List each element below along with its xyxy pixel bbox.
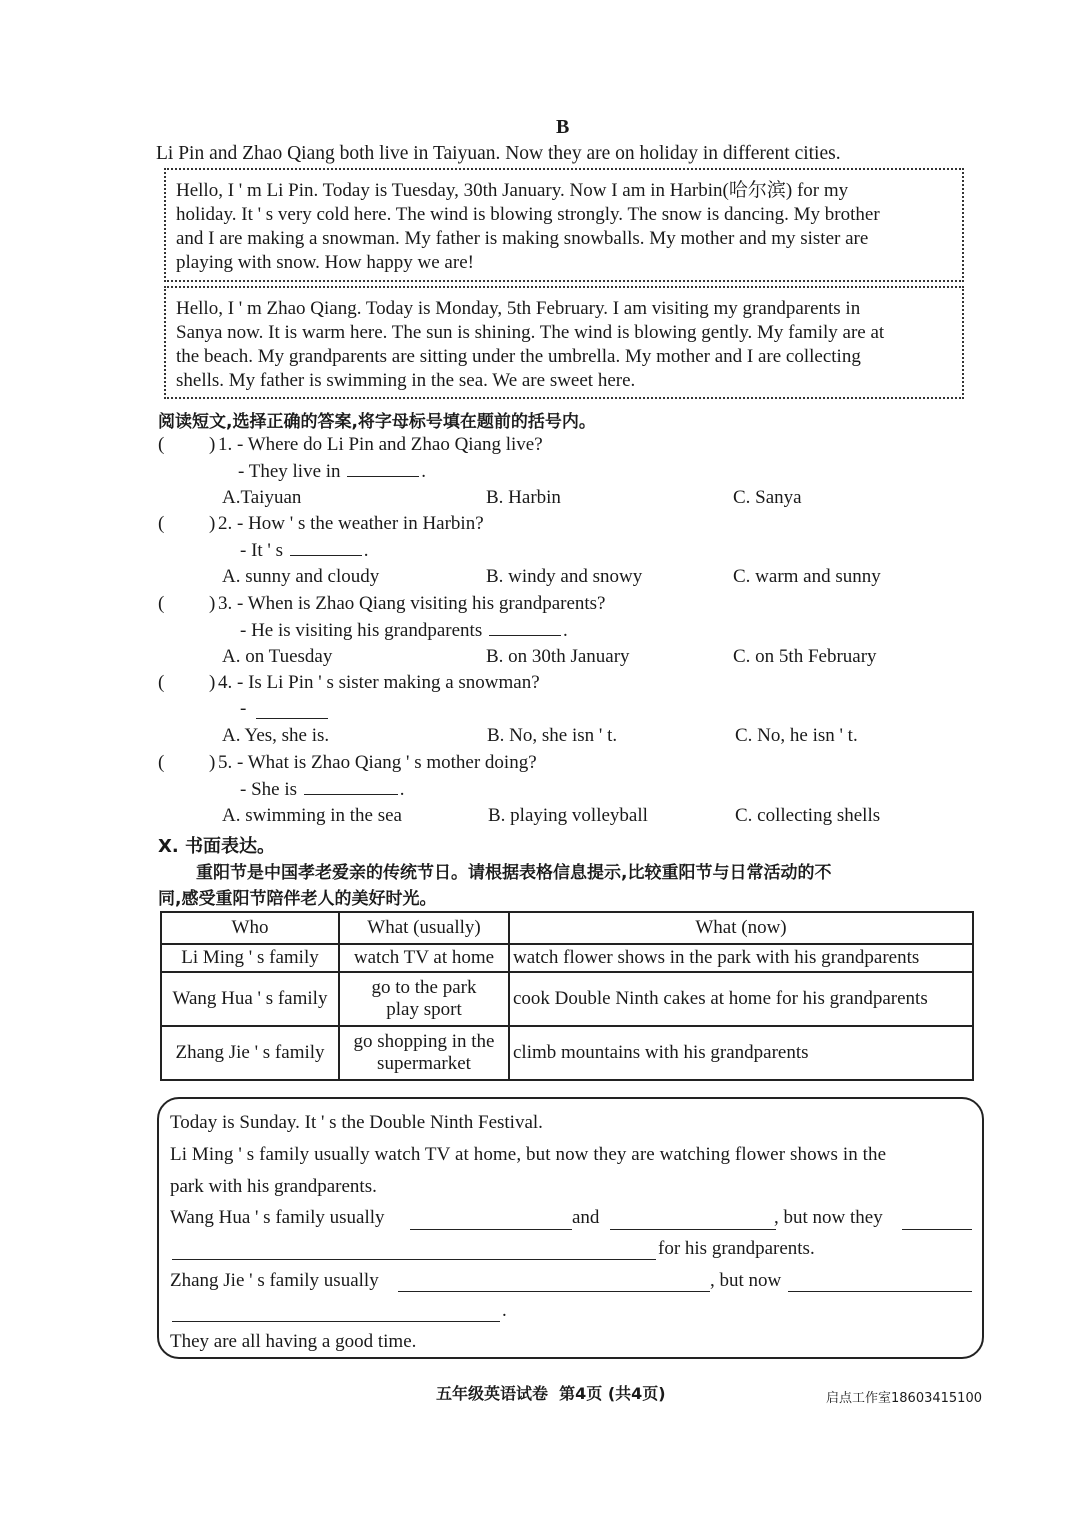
q1-text: 1. - Where do Li Pin and Zhao Qiang live? [218, 434, 543, 455]
q3-close-paren: ) [209, 593, 216, 614]
q5-option-c: C. collecting shells [735, 805, 881, 826]
q4-option-a: A. Yes, she is. [222, 725, 330, 746]
q1-close-paren: ) [209, 434, 216, 455]
passage-line: and I are making a snowman. My father is making snowballs. My mother and my sister are [176, 228, 869, 249]
q1-option-c: C. Sanya [733, 487, 802, 508]
zhang-jie-prefix: Zhang Jie ' s family usually [170, 1270, 379, 1291]
passage-line: the beach. My grandparents are sitting under the umbrella. My mother and I are collecting [176, 346, 861, 367]
q2-option-a: A. sunny and cloudy [222, 566, 380, 587]
table-cell-now: cook Double Ninth cakes at home for his grandparents [509, 972, 973, 1026]
q3-answer-suffix: . [562, 620, 568, 641]
q4-open-paren: ( [158, 672, 165, 693]
q3-answer-prefix: - He is visiting his grandparents [240, 620, 483, 641]
table-cell-now: climb mountains with his grandparents [509, 1026, 973, 1080]
passage-line: Hello, I ' m Li Pin. Today is Tuesday, 30th January. Now I am in Harbin(哈尔滨) for my [176, 180, 849, 201]
passage-line: shells. My father is swimming in the sea. We are sweet here. [176, 370, 636, 391]
wang-hua-and: and [572, 1207, 600, 1228]
wang-hua-blank-4[interactable] [172, 1258, 656, 1260]
wang-hua-blank-1[interactable] [410, 1228, 572, 1230]
table-cell-now: watch flower shows in the park with his grandparents [509, 944, 973, 972]
passage-line: holiday. It ' s very cold here. The wind is blowing strongly. The snow is dancing. My brother [176, 204, 880, 225]
q3-text: 3. - When is Zhao Qiang visiting his grandparents? [218, 593, 606, 614]
section-b-heading: B [556, 116, 570, 138]
festival-table [160, 911, 974, 1081]
q2-answer-line [240, 540, 369, 562]
q5-close-paren: ) [209, 752, 216, 773]
table-cell-usual-line: play sport [386, 999, 462, 1020]
wang-hua-suffix: for his grandparents. [658, 1238, 815, 1259]
table-cell-who: Li Ming ' s family [161, 944, 339, 972]
writing-line-1: Today is Sunday. It ' s the Double Ninth Festival. [170, 1112, 543, 1133]
q4-answer-blank[interactable] [256, 717, 328, 719]
q5-answer-line [240, 779, 405, 801]
section-b-intro: Li Pin and Zhao Qiang both live in Taiyuan. Now they are on holiday in different cities. [156, 143, 841, 164]
footer-studio: 启点工作室18603415100 [826, 1391, 982, 1406]
zhang-jie-blank-2[interactable] [788, 1290, 972, 1292]
q4-option-c: C. No, he isn ' t. [735, 725, 858, 746]
q1-answer-prefix: - They live in [238, 461, 341, 482]
zhang-jie-end: . [502, 1300, 507, 1321]
q5-option-a: A. swimming in the sea [222, 805, 402, 826]
q4-answer-line [240, 698, 246, 720]
table-cell-usual-line: go to the park [371, 977, 477, 998]
q3-answer-blank[interactable] [489, 634, 561, 636]
section-x-prompt-1: 重阳节是中国孝老爱亲的传统节日。请根据表格信息提示,比较重阳节与日常活动的不 [196, 863, 832, 883]
wang-hua-blank-3[interactable] [902, 1228, 972, 1230]
q5-answer-suffix: . [399, 779, 405, 800]
q4-text: 4. - Is Li Pin ' s sister making a snowman? [218, 672, 540, 693]
writing-line-4 [170, 1207, 385, 1229]
q2-option-b: B. windy and snowy [486, 566, 643, 587]
table-cell-usual-line: go shopping in the [353, 1031, 495, 1052]
q1-answer-line [238, 461, 426, 483]
table-header: What (now) [509, 912, 973, 944]
reading-instruction: 阅读短文,选择正确的答案,将字母标号填在题前的括号内。 [158, 412, 596, 432]
q5-answer-blank[interactable] [304, 793, 398, 795]
passage-line: Hello, I ' m Zhao Qiang. Today is Monday, 5th February. I am visiting my grandparents in [176, 298, 861, 319]
q2-text: 2. - How ' s the weather in Harbin? [218, 513, 484, 534]
wang-hua-but-now: , but now they [774, 1207, 883, 1228]
q3-option-b: B. on 30th January [486, 646, 630, 667]
table-header: What (usually) [339, 912, 509, 944]
q3-option-a: A. on Tuesday [222, 646, 333, 667]
q2-option-c: C. warm and sunny [733, 566, 881, 587]
wang-hua-blank-2[interactable] [610, 1228, 776, 1230]
q1-option-a: A.Taiyuan [222, 487, 302, 508]
passage-line: playing with snow. How happy we are! [176, 252, 474, 273]
q4-close-paren: ) [209, 672, 216, 693]
q2-answer-blank[interactable] [290, 554, 362, 556]
table-header: Who [161, 912, 339, 944]
q4-option-b: B. No, she isn ' t. [487, 725, 618, 746]
q2-close-paren: ) [209, 513, 216, 534]
table-cell-usual-line: supermarket [377, 1053, 471, 1074]
q1-option-b: B. Harbin [486, 487, 561, 508]
q5-answer-prefix: - She is [240, 779, 297, 800]
passage-zhao-qiang [164, 286, 964, 399]
q1-answer-blank[interactable] [347, 475, 419, 477]
passage-line: Sanya now. It is warm here. The sun is shining. The wind is blowing gently. My family are at [176, 322, 885, 343]
q2-answer-prefix: - It ' s [240, 540, 284, 561]
q1-answer-suffix: . [421, 461, 427, 482]
q5-text: 5. - What is Zhao Qiang ' s mother doing? [218, 752, 537, 773]
table-cell-usual: watch TV at home [339, 944, 509, 972]
writing-line-8: They are all having a good time. [170, 1331, 417, 1352]
q3-option-c: C. on 5th February [733, 646, 877, 667]
q4-answer-prefix: - [240, 698, 247, 719]
q3-open-paren: ( [158, 593, 165, 614]
q2-answer-suffix: . [363, 540, 369, 561]
table-cell-who: Zhang Jie ' s family [161, 1026, 339, 1080]
zhang-jie-blank-3[interactable] [172, 1320, 500, 1322]
table-cell-usual [339, 1026, 509, 1080]
table-cell-usual [339, 972, 509, 1026]
wang-hua-prefix: Wang Hua ' s family usually [170, 1207, 385, 1228]
section-x-heading: X. 书面表达。 [158, 836, 275, 857]
footer-page-info: 五年级英语试卷 第4页 (共4页) [436, 1384, 666, 1403]
q1-open-paren: ( [158, 434, 165, 455]
passage-li-pin [164, 168, 964, 282]
q5-option-b: B. playing volleyball [488, 805, 648, 826]
section-x-prompt-2: 同,感受重阳节陪伴老人的美好时光。 [158, 889, 437, 909]
zhang-jie-but-now: , but now [710, 1270, 782, 1291]
q5-open-paren: ( [158, 752, 165, 773]
table-cell-who: Wang Hua ' s family [161, 972, 339, 1026]
q3-answer-line [240, 620, 568, 642]
zhang-jie-blank-1[interactable] [398, 1290, 710, 1292]
writing-line-2: Li Ming ' s family usually watch TV at home, but now they are watching flower shows in the [170, 1144, 887, 1165]
writing-line-3: park with his grandparents. [170, 1176, 377, 1197]
q2-open-paren: ( [158, 513, 165, 534]
